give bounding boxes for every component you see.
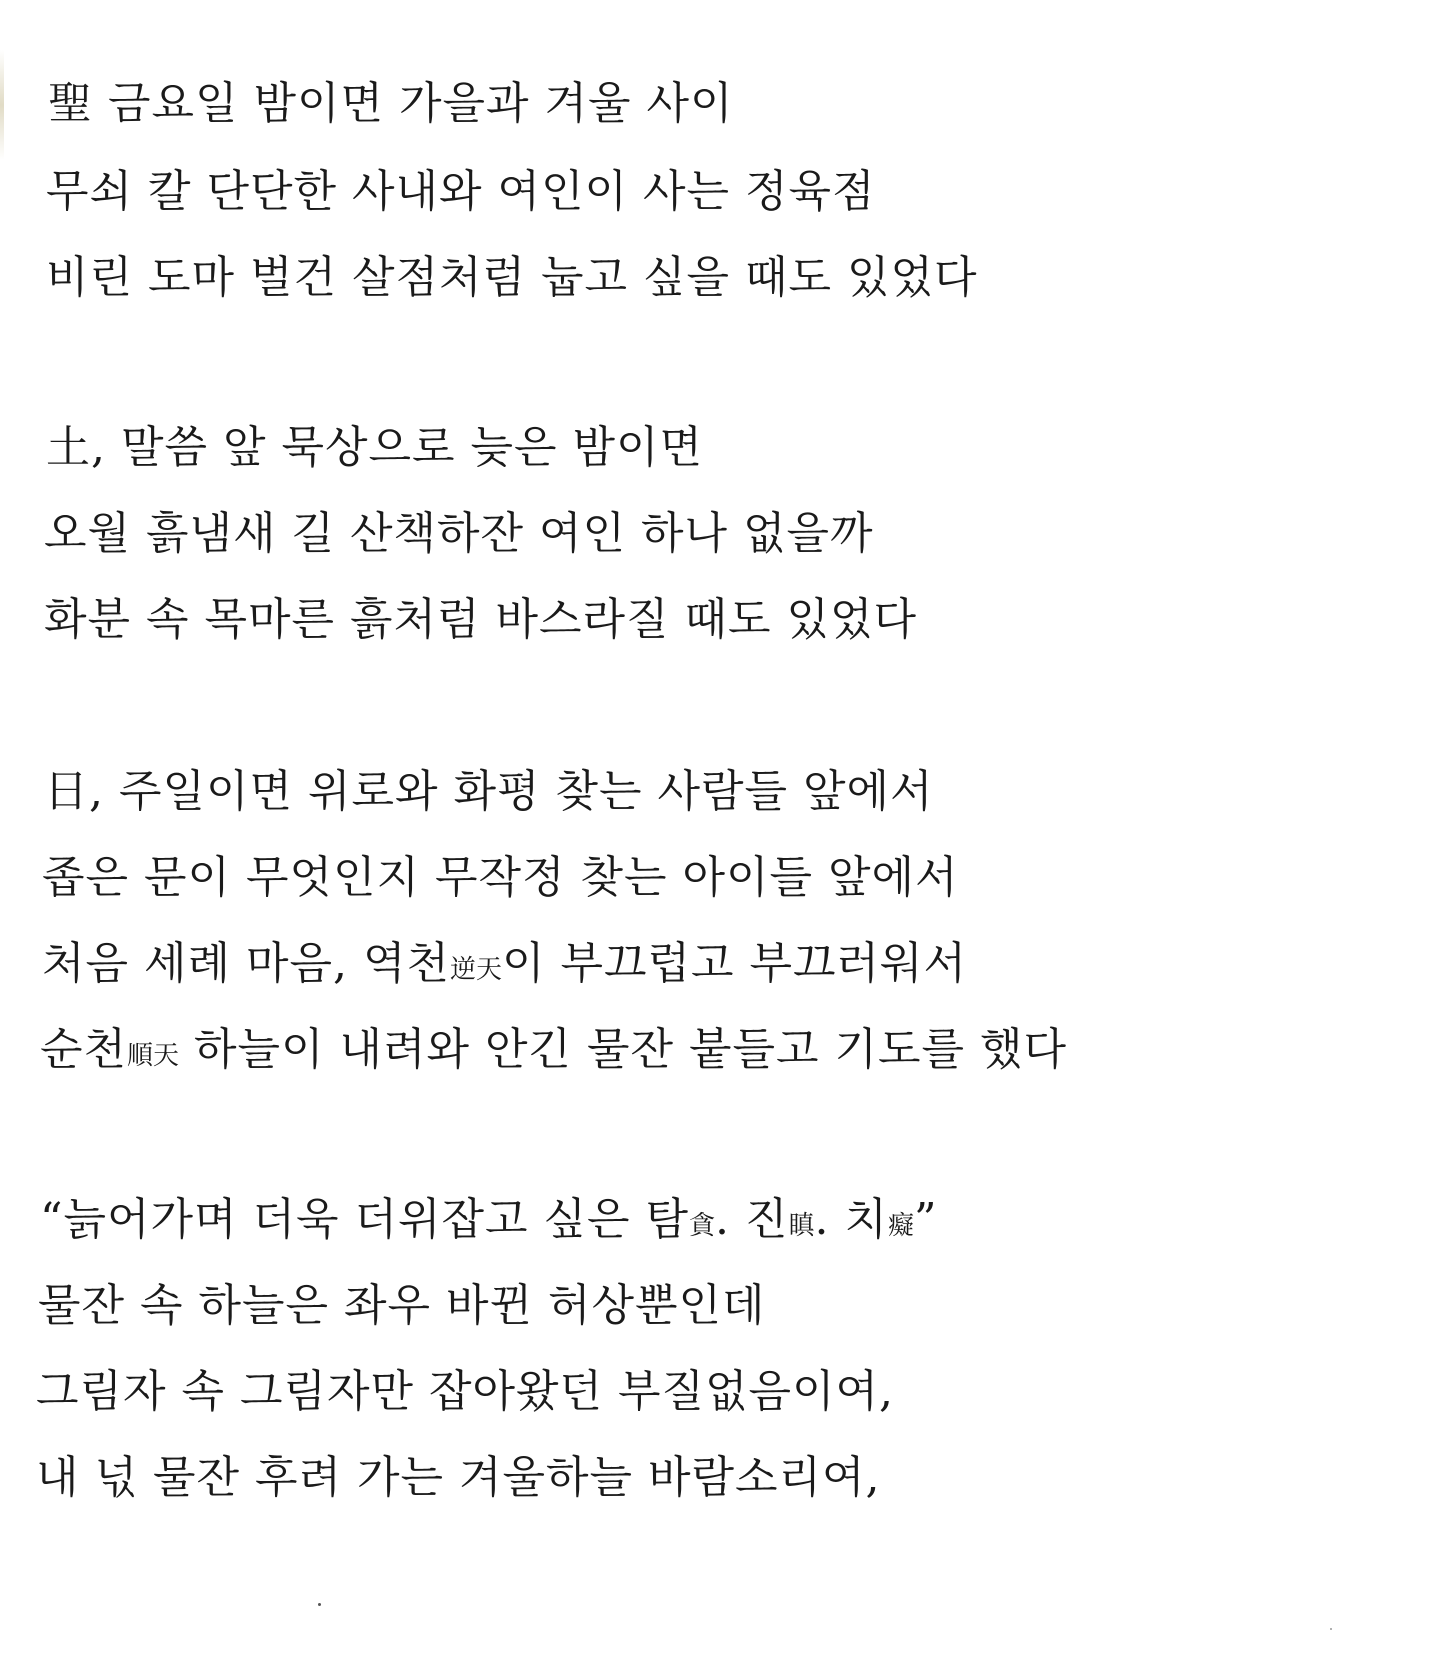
stanza3-line4-part-b: 하늘이 내려와 안긴 물잔 붙들고 기도를 했다 — [179, 1024, 1068, 1075]
stanza3-line3-part-a: 처음 세례 마음, 역천 — [42, 938, 450, 989]
stanza4-line1-hanja3: 癡 — [888, 1211, 915, 1241]
scan-speck — [1330, 1628, 1332, 1630]
stanza3-line2: 좁은 문이 무엇인지 무작정 찾는 아이들 앞에서 — [42, 852, 959, 903]
stanza3-line1: 日, 주일이면 위로와 화평 찾는 사람들 앞에서 — [44, 766, 934, 817]
stanza4-line1-hanja2: 瞋 — [788, 1211, 815, 1241]
stanza3-line3 — [42, 934, 967, 1000]
stanza3-line4 — [40, 1020, 1067, 1086]
stanza4-line1 — [40, 1190, 938, 1256]
stanza1-line3: 비린 도마 벌건 살점처럼 눕고 싶을 때도 있었다 — [46, 252, 978, 303]
stanza2-line1: 土, 말씀 앞 묵상으로 늦은 밤이면 — [46, 422, 703, 473]
stanza2-line3: 화분 속 목마른 흙처럼 바스라질 때도 있었다 — [44, 594, 917, 645]
stanza1-line1: 聖 금요일 밤이면 가을과 겨울 사이 — [48, 78, 734, 129]
stanza4-line1-hanja1: 貪 — [689, 1211, 716, 1241]
scan-edge-mark — [0, 50, 4, 160]
stanza4-line2: 물잔 속 하늘은 좌우 바뀐 허상뿐인데 — [38, 1280, 766, 1331]
stanza2-line2: 오월 흙냄새 길 산책하잔 여인 하나 없을까 — [44, 508, 874, 559]
stanza3-line3-part-b: 이 부끄럽고 부끄러워서 — [502, 938, 968, 989]
stanza1-line2: 무쇠 칼 단단한 사내와 여인이 사는 정육점 — [46, 166, 876, 217]
stanza4-line1-part-b: . 진 — [715, 1194, 789, 1245]
scan-speck — [318, 1603, 321, 1606]
stanza4-line3: 그림자 속 그림자만 잡아왔던 부질없음이여, — [36, 1366, 895, 1417]
stanza4-line1-part-d: ” — [914, 1194, 938, 1245]
stanza4-line1-part-a: “늙어가며 더욱 더위잡고 싶은 탐 — [40, 1194, 689, 1245]
stanza3-line3-hanja: 逆天 — [449, 955, 502, 985]
stanza3-line4-part-a: 순천 — [40, 1024, 128, 1075]
stanza4-line1-part-c: . 치 — [814, 1194, 888, 1245]
stanza3-line4-hanja: 順天 — [127, 1041, 180, 1071]
stanza4-line4: 내 넋 물잔 후려 가는 겨울하늘 바람소리여, — [36, 1452, 881, 1503]
